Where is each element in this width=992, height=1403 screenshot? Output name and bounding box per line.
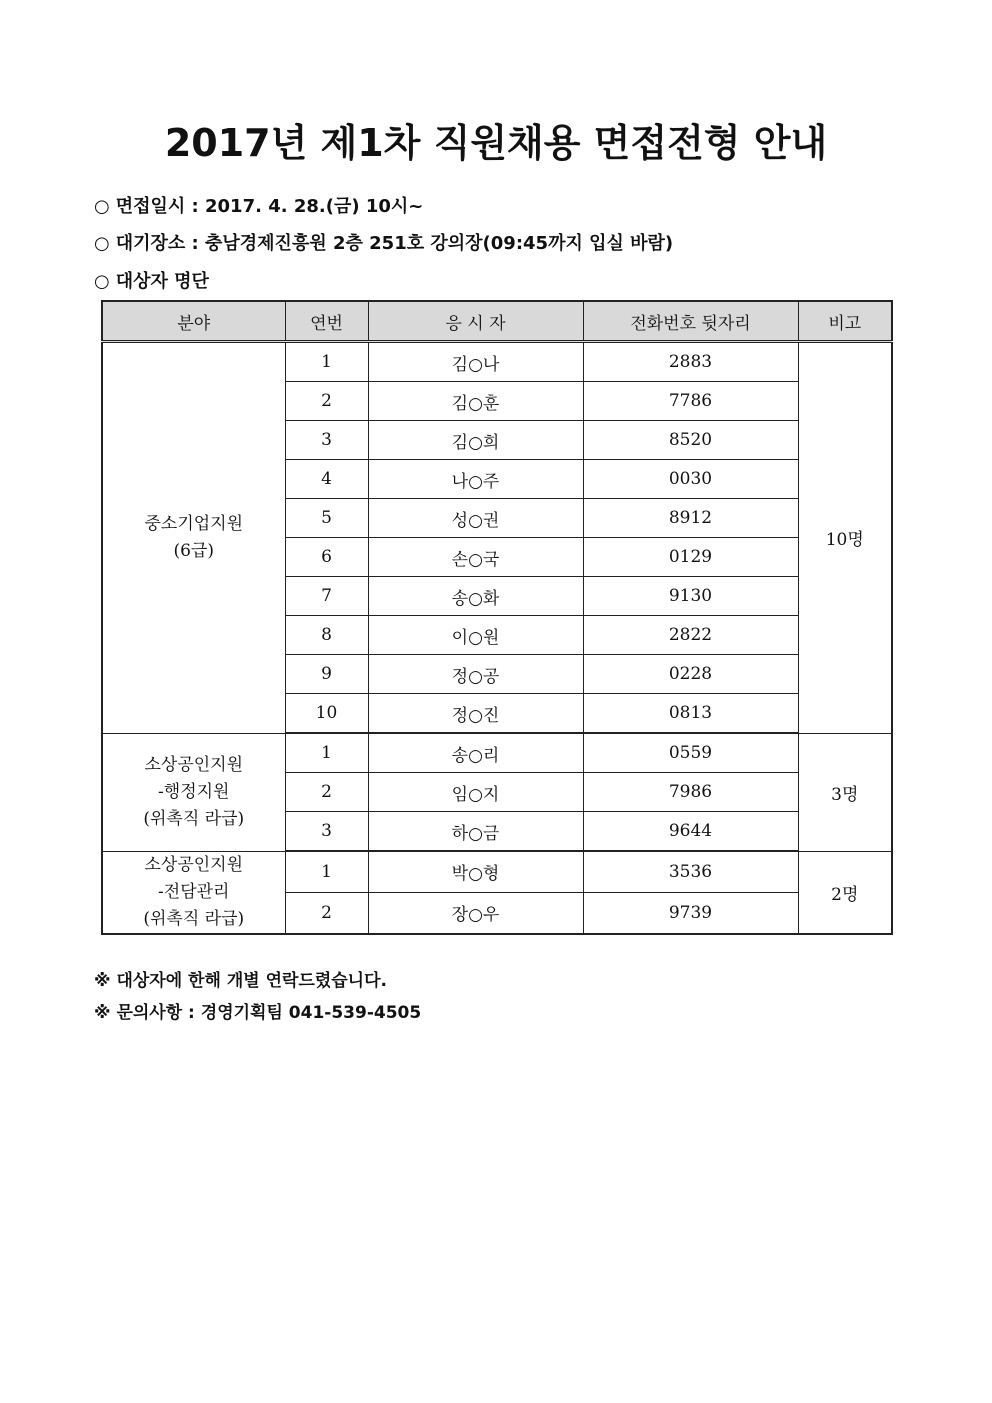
phone-cell: 9130 (583, 577, 798, 616)
applicant-cell: 박○형 (368, 851, 583, 892)
applicant-cell: 김○나 (368, 342, 583, 382)
circle-bullet-icon: ○ (94, 271, 110, 292)
applicant-cell: 김○훈 (368, 382, 583, 421)
header-phone: 전화번호 뒷자리 (583, 301, 798, 342)
dept-cell: 소상공인지원 -행정지원 (위촉직 라급) (102, 733, 285, 851)
number-cell: 1 (285, 733, 368, 773)
applicant-cell: 정○진 (368, 694, 583, 734)
number-cell: 3 (285, 812, 368, 852)
table-body (102, 342, 892, 934)
phone-cell: 2883 (583, 342, 798, 382)
candidate-list-heading (94, 267, 209, 293)
applicant-cell: 정○공 (368, 655, 583, 694)
phone-cell: 9739 (583, 892, 798, 933)
inquiry-note: ※ 문의사항 : 경영기획팀 041-539-4505 (94, 1003, 422, 1023)
table-header-row (102, 301, 892, 342)
number-cell: 1 (285, 342, 368, 382)
remark-cell: 2명 (798, 851, 892, 934)
phone-cell: 7986 (583, 773, 798, 812)
phone-cell: 8912 (583, 499, 798, 538)
number-cell: 4 (285, 460, 368, 499)
phone-cell: 0129 (583, 538, 798, 577)
applicant-cell: 이○원 (368, 616, 583, 655)
applicant-cell: 하○금 (368, 812, 583, 852)
candidate-table (101, 300, 893, 935)
applicant-cell: 장○우 (368, 892, 583, 933)
header-applicant: 응 시 자 (368, 301, 583, 342)
applicant-cell: 나○주 (368, 460, 583, 499)
applicant-cell: 송○리 (368, 733, 583, 773)
waiting-place-text: 대기장소 : 충남경제진흥원 2층 251호 강의장(09:45까지 입실 바람) (115, 233, 674, 254)
number-cell: 8 (285, 616, 368, 655)
applicant-cell: 송○화 (368, 577, 583, 616)
number-cell: 9 (285, 655, 368, 694)
number-cell: 5 (285, 499, 368, 538)
dept-cell: 소상공인지원 -전담관리 (위촉직 라급) (102, 851, 285, 934)
applicant-cell: 김○희 (368, 421, 583, 460)
phone-cell: 2822 (583, 616, 798, 655)
phone-cell: 9644 (583, 812, 798, 852)
circle-bullet-icon: ○ (94, 233, 110, 254)
header-field: 분야 (102, 301, 285, 342)
phone-cell: 0228 (583, 655, 798, 694)
phone-cell: 0559 (583, 733, 798, 773)
candidate-list-heading-text: 대상자 명단 (115, 271, 209, 292)
phone-cell: 8520 (583, 421, 798, 460)
applicant-cell: 임○지 (368, 773, 583, 812)
applicant-cell: 성○권 (368, 499, 583, 538)
interview-datetime-line (94, 192, 423, 218)
remark-cell: 10명 (798, 342, 892, 734)
remark-cell: 3명 (798, 733, 892, 851)
phone-cell: 0813 (583, 694, 798, 734)
number-cell: 2 (285, 892, 368, 933)
dept-cell: 중소기업지원 (6급) (102, 342, 285, 734)
header-number: 연번 (285, 301, 368, 342)
phone-cell: 0030 (583, 460, 798, 499)
phone-cell: 3536 (583, 851, 798, 892)
applicant-cell: 손○국 (368, 538, 583, 577)
number-cell: 3 (285, 421, 368, 460)
table-row (102, 851, 892, 892)
waiting-place-line (94, 229, 673, 255)
number-cell: 1 (285, 851, 368, 892)
page-title: 2017년 제1차 직원채용 면접전형 안내 (164, 121, 828, 165)
number-cell: 2 (285, 773, 368, 812)
number-cell: 10 (285, 694, 368, 734)
interview-datetime-text: 면접일시 : 2017. 4. 28.(금) 10시~ (115, 196, 424, 217)
number-cell: 7 (285, 577, 368, 616)
number-cell: 6 (285, 538, 368, 577)
table-row (102, 342, 892, 382)
circle-bullet-icon: ○ (94, 196, 110, 217)
table-row (102, 733, 892, 773)
contact-note: ※ 대상자에 한해 개별 연락드렸습니다. (94, 971, 387, 991)
header-remark: 비고 (798, 301, 892, 342)
number-cell: 2 (285, 382, 368, 421)
phone-cell: 7786 (583, 382, 798, 421)
